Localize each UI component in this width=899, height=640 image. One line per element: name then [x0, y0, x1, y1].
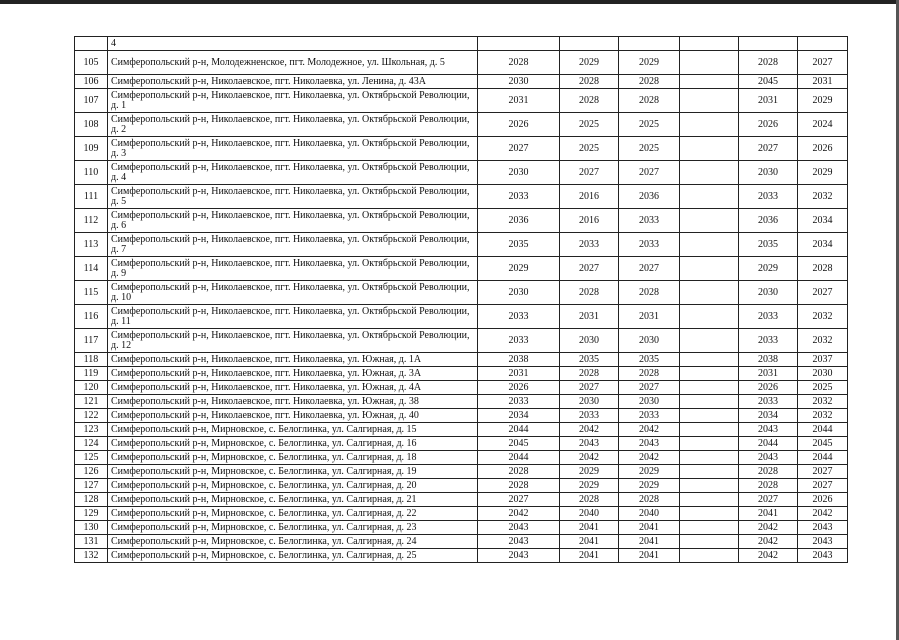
address-cell: Симферопольский р-н, Николаевское, пгт. Николаевка, ул. Октябрьской Революции, д. 10: [108, 281, 478, 305]
year-cell-y5: 2026: [739, 381, 798, 395]
year-cell-y1: 2045: [478, 437, 560, 451]
address-cell: Симферопольский р-н, Мирновское, с. Белоглинка, ул. Салгирная, д. 22: [108, 507, 478, 521]
year-cell-y1: 2031: [478, 89, 560, 113]
year-cell-y3: 2025: [619, 137, 680, 161]
year-cell-y6: 2025: [798, 381, 848, 395]
year-cell-y5: 2028: [739, 51, 798, 75]
year-cell-y2: 2027: [560, 161, 619, 185]
year-cell-y3: 2030: [619, 395, 680, 409]
year-cell-y5: 2035: [739, 233, 798, 257]
year-cell-y2: 2028: [560, 367, 619, 381]
year-cell-y6: 2044: [798, 451, 848, 465]
year-cell-y5: 2027: [739, 493, 798, 507]
address-cell: Симферопольский р-н, Николаевское, пгт. Николаевка, ул. Октябрьской Революции, д. 6: [108, 209, 478, 233]
year-cell-y1: 2043: [478, 549, 560, 563]
year-cell-y2: 2029: [560, 51, 619, 75]
year-cell-y5: [739, 37, 798, 51]
year-cell-y4: [680, 479, 739, 493]
address-cell: Симферопольский р-н, Николаевское, пгт. Николаевка, ул. Октябрьской Революции, д. 9: [108, 257, 478, 281]
address-cell: Симферопольский р-н, Мирновское, с. Белоглинка, ул. Салгирная, д. 18: [108, 451, 478, 465]
table-row: [75, 305, 848, 329]
year-cell-y4: [680, 329, 739, 353]
year-cell-y6: 2043: [798, 535, 848, 549]
year-cell-y4: [680, 451, 739, 465]
address-cell: Симферопольский р-н, Мирновское, с. Белоглинка, ул. Салгирная, д. 23: [108, 521, 478, 535]
year-cell-y5: 2033: [739, 329, 798, 353]
year-cell-y4: [680, 257, 739, 281]
year-cell-y2: 2033: [560, 233, 619, 257]
year-cell-y2: 2030: [560, 395, 619, 409]
table-row: [75, 353, 848, 367]
year-cell-y2: 2027: [560, 257, 619, 281]
table-row: [75, 479, 848, 493]
year-cell-y4: [680, 281, 739, 305]
year-cell-y6: 2032: [798, 329, 848, 353]
address-cell: Симферопольский р-н, Николаевское, пгт. Николаевка, ул. Южная, д. 38: [108, 395, 478, 409]
row-number-cell: 107: [75, 89, 108, 113]
row-number-cell: 105: [75, 51, 108, 75]
year-cell-y4: [680, 465, 739, 479]
year-cell-y3: 2031: [619, 305, 680, 329]
year-cell-y3: 2028: [619, 367, 680, 381]
table-row: [75, 395, 848, 409]
year-cell-y4: [680, 437, 739, 451]
year-cell-y1: 2026: [478, 381, 560, 395]
address-cell: Симферопольский р-н, Мирновское, с. Белоглинка, ул. Салгирная, д. 20: [108, 479, 478, 493]
year-cell-y4: [680, 233, 739, 257]
year-cell-y6: 2029: [798, 161, 848, 185]
year-cell-y1: 2034: [478, 409, 560, 423]
year-cell-y2: 2043: [560, 437, 619, 451]
table-row: [75, 367, 848, 381]
year-cell-y1: 2033: [478, 305, 560, 329]
table-row: [75, 37, 848, 51]
year-cell-y6: 2034: [798, 209, 848, 233]
year-cell-y4: [680, 507, 739, 521]
table-row: [75, 185, 848, 209]
table-row: [75, 281, 848, 305]
year-cell-y1: 2030: [478, 75, 560, 89]
year-cell-y1: 2028: [478, 479, 560, 493]
year-cell-y5: 2043: [739, 451, 798, 465]
year-cell-y6: 2032: [798, 305, 848, 329]
year-cell-y5: 2030: [739, 281, 798, 305]
year-cell-y3: 2030: [619, 329, 680, 353]
year-cell-y3: 2033: [619, 409, 680, 423]
year-cell-y3: 2025: [619, 113, 680, 137]
year-cell-y2: 2027: [560, 381, 619, 395]
table-row: [75, 233, 848, 257]
table-row: [75, 161, 848, 185]
year-cell-y6: 2030: [798, 367, 848, 381]
row-number-cell: 113: [75, 233, 108, 257]
year-cell-y6: 2032: [798, 409, 848, 423]
year-cell-y6: 2027: [798, 479, 848, 493]
year-cell-y3: 2041: [619, 549, 680, 563]
year-cell-y2: 2016: [560, 209, 619, 233]
year-cell-y1: 2033: [478, 185, 560, 209]
row-number-cell: 125: [75, 451, 108, 465]
year-cell-y4: [680, 423, 739, 437]
table-row: [75, 549, 848, 563]
year-cell-y2: [560, 37, 619, 51]
address-cell: Симферопольский р-н, Николаевское, пгт. Николаевка, ул. Южная, д. 1А: [108, 353, 478, 367]
year-cell-y3: 2040: [619, 507, 680, 521]
year-cell-y5: 2030: [739, 161, 798, 185]
year-cell-y5: 2033: [739, 395, 798, 409]
year-cell-y3: 2043: [619, 437, 680, 451]
year-cell-y5: 2043: [739, 423, 798, 437]
year-cell-y3: [619, 37, 680, 51]
year-cell-y1: 2030: [478, 281, 560, 305]
year-cell-y3: 2028: [619, 493, 680, 507]
year-cell-y4: [680, 185, 739, 209]
year-cell-y3: 2042: [619, 451, 680, 465]
year-cell-y2: 2028: [560, 493, 619, 507]
year-cell-y4: [680, 113, 739, 137]
row-number-cell: 121: [75, 395, 108, 409]
year-cell-y3: 2033: [619, 233, 680, 257]
year-cell-y2: 2028: [560, 75, 619, 89]
row-number-cell: 116: [75, 305, 108, 329]
year-cell-y4: [680, 493, 739, 507]
year-cell-y1: 2033: [478, 329, 560, 353]
year-cell-y6: 2026: [798, 137, 848, 161]
address-cell: Симферопольский р-н, Николаевское, пгт. Николаевка, ул. Октябрьской Революции, д. 1: [108, 89, 478, 113]
table-row: [75, 521, 848, 535]
year-cell-y3: 2027: [619, 161, 680, 185]
address-cell: Симферопольский р-н, Николаевское, пгт. Николаевка, ул. Октябрьской Революции, д. 3: [108, 137, 478, 161]
year-cell-y3: 2029: [619, 479, 680, 493]
year-cell-y2: 2025: [560, 137, 619, 161]
table-row: [75, 51, 848, 75]
address-cell: Симферопольский р-н, Мирновское, с. Белоглинка, ул. Салгирная, д. 16: [108, 437, 478, 451]
table-row: [75, 137, 848, 161]
year-cell-y5: 2041: [739, 507, 798, 521]
table-row: [75, 329, 848, 353]
year-cell-y5: 2033: [739, 185, 798, 209]
row-number-cell: 130: [75, 521, 108, 535]
year-cell-y6: 2042: [798, 507, 848, 521]
year-cell-y2: 2028: [560, 281, 619, 305]
table-row: [75, 113, 848, 137]
year-cell-y4: [680, 137, 739, 161]
address-cell: Симферопольский р-н, Николаевское, пгт. Николаевка, ул. Октябрьской Революции, д. 5: [108, 185, 478, 209]
year-cell-y6: [798, 37, 848, 51]
year-cell-y1: 2028: [478, 465, 560, 479]
year-cell-y5: 2044: [739, 437, 798, 451]
year-cell-y6: 2024: [798, 113, 848, 137]
year-cell-y5: 2028: [739, 479, 798, 493]
year-cell-y1: [478, 37, 560, 51]
year-cell-y5: 2045: [739, 75, 798, 89]
year-cell-y5: 2027: [739, 137, 798, 161]
year-cell-y4: [680, 51, 739, 75]
row-number-cell: 124: [75, 437, 108, 451]
year-cell-y3: 2028: [619, 75, 680, 89]
year-cell-y2: 2016: [560, 185, 619, 209]
year-cell-y5: 2042: [739, 521, 798, 535]
year-cell-y5: 2028: [739, 465, 798, 479]
table-row: [75, 437, 848, 451]
year-cell-y2: 2030: [560, 329, 619, 353]
year-cell-y5: 2026: [739, 113, 798, 137]
year-cell-y4: [680, 75, 739, 89]
year-cell-y1: 2042: [478, 507, 560, 521]
address-cell: Симферопольский р-н, Мирновское, с. Белоглинка, ул. Салгирная, д. 15: [108, 423, 478, 437]
year-cell-y1: 2029: [478, 257, 560, 281]
table-row: [75, 89, 848, 113]
year-cell-y5: 2029: [739, 257, 798, 281]
table-row: [75, 381, 848, 395]
year-cell-y1: 2033: [478, 395, 560, 409]
year-cell-y4: [680, 395, 739, 409]
year-cell-y3: 2041: [619, 535, 680, 549]
year-cell-y6: 2026: [798, 493, 848, 507]
row-number-cell: 127: [75, 479, 108, 493]
row-number-cell: 114: [75, 257, 108, 281]
year-cell-y5: 2031: [739, 367, 798, 381]
year-cell-y3: 2033: [619, 209, 680, 233]
year-cell-y2: 2029: [560, 479, 619, 493]
year-cell-y3: 2029: [619, 465, 680, 479]
address-cell: Симферопольский р-н, Николаевское, пгт. Николаевка, ул. Южная, д. 3А: [108, 367, 478, 381]
row-number-cell: 123: [75, 423, 108, 437]
year-cell-y3: 2027: [619, 381, 680, 395]
address-cell: Симферопольский р-н, Николаевское, пгт. Николаевка, ул. Южная, д. 4А: [108, 381, 478, 395]
year-cell-y2: 2040: [560, 507, 619, 521]
row-number-cell: 131: [75, 535, 108, 549]
address-cell: Симферопольский р-н, Николаевское, пгт. Николаевка, ул. Октябрьской Революции, д. 7: [108, 233, 478, 257]
year-cell-y5: 2031: [739, 89, 798, 113]
row-number-cell: 132: [75, 549, 108, 563]
scan-edge-top: [0, 0, 899, 4]
row-number-cell: 119: [75, 367, 108, 381]
year-cell-y5: 2042: [739, 535, 798, 549]
year-cell-y4: [680, 37, 739, 51]
table-row: [75, 209, 848, 233]
address-cell: Симферопольский р-н, Мирновское, с. Белоглинка, ул. Салгирная, д. 24: [108, 535, 478, 549]
year-cell-y1: 2026: [478, 113, 560, 137]
table-row: [75, 507, 848, 521]
row-number-cell: 112: [75, 209, 108, 233]
year-cell-y2: 2029: [560, 465, 619, 479]
year-cell-y4: [680, 409, 739, 423]
year-cell-y4: [680, 89, 739, 113]
row-number-cell: 129: [75, 507, 108, 521]
table-row: [75, 75, 848, 89]
year-cell-y2: 2035: [560, 353, 619, 367]
year-cell-y2: 2028: [560, 89, 619, 113]
address-cell: Симферопольский р-н, Мирновское, с. Белоглинка, ул. Салгирная, д. 19: [108, 465, 478, 479]
year-cell-y6: 2032: [798, 185, 848, 209]
year-cell-y5: 2034: [739, 409, 798, 423]
year-cell-y6: 2027: [798, 465, 848, 479]
year-cell-y4: [680, 161, 739, 185]
year-cell-y5: 2033: [739, 305, 798, 329]
year-cell-y6: 2037: [798, 353, 848, 367]
year-cell-y3: 2028: [619, 281, 680, 305]
year-cell-y4: [680, 353, 739, 367]
year-cell-y6: 2027: [798, 281, 848, 305]
year-cell-y1: 2044: [478, 451, 560, 465]
year-cell-y2: 2033: [560, 409, 619, 423]
year-cell-y1: 2030: [478, 161, 560, 185]
row-number-cell: 126: [75, 465, 108, 479]
year-cell-y4: [680, 381, 739, 395]
year-cell-y2: 2041: [560, 549, 619, 563]
year-cell-y3: 2041: [619, 521, 680, 535]
year-cell-y4: [680, 535, 739, 549]
table-row: [75, 257, 848, 281]
year-cell-y3: 2029: [619, 51, 680, 75]
table-row: [75, 493, 848, 507]
year-cell-y4: [680, 521, 739, 535]
address-cell: Симферопольский р-н, Николаевское, пгт. Николаевка, ул. Октябрьской Революции, д. 12: [108, 329, 478, 353]
year-cell-y2: 2041: [560, 521, 619, 535]
year-cell-y1: 2036: [478, 209, 560, 233]
year-cell-y6: 2043: [798, 549, 848, 563]
address-cell: Симферопольский р-н, Николаевское, пгт. Николаевка, ул. Октябрьской Революции, д. 2: [108, 113, 478, 137]
year-cell-y2: 2041: [560, 535, 619, 549]
year-cell-y2: 2042: [560, 423, 619, 437]
year-cell-y1: 2043: [478, 535, 560, 549]
row-number-cell: 118: [75, 353, 108, 367]
year-cell-y3: 2042: [619, 423, 680, 437]
year-cell-y1: 2027: [478, 493, 560, 507]
year-cell-y2: 2031: [560, 305, 619, 329]
year-cell-y3: 2027: [619, 257, 680, 281]
year-cell-y6: 2045: [798, 437, 848, 451]
address-cell: Симферопольский р-н, Николаевское, пгт. Николаевка, ул. Октябрьской Революции, д. 11: [108, 305, 478, 329]
address-cell: Симферопольский р-н, Николаевское, пгт. Николаевка, ул. Октябрьской Революции, д. 4: [108, 161, 478, 185]
year-cell-y6: 2029: [798, 89, 848, 113]
year-cell-y1: 2043: [478, 521, 560, 535]
row-number-cell: 115: [75, 281, 108, 305]
table-row: [75, 465, 848, 479]
year-cell-y1: 2044: [478, 423, 560, 437]
year-cell-y6: 2028: [798, 257, 848, 281]
address-cell: Симферопольский р-н, Николаевское, пгт. Николаевка, ул. Ленина, д. 43А: [108, 75, 478, 89]
row-number-cell: 111: [75, 185, 108, 209]
year-cell-y4: [680, 209, 739, 233]
year-cell-y2: 2025: [560, 113, 619, 137]
year-cell-y6: 2031: [798, 75, 848, 89]
year-cell-y5: 2042: [739, 549, 798, 563]
year-cell-y6: 2032: [798, 395, 848, 409]
year-cell-y3: 2035: [619, 353, 680, 367]
table-row: [75, 451, 848, 465]
year-cell-y2: 2042: [560, 451, 619, 465]
year-cell-y1: 2028: [478, 51, 560, 75]
year-cell-y1: 2031: [478, 367, 560, 381]
table-body: [75, 37, 848, 563]
year-cell-y1: 2038: [478, 353, 560, 367]
row-number-cell: 109: [75, 137, 108, 161]
row-number-cell: [75, 37, 108, 51]
address-cell: 4: [108, 37, 478, 51]
year-cell-y4: [680, 367, 739, 381]
row-number-cell: 117: [75, 329, 108, 353]
year-cell-y6: 2034: [798, 233, 848, 257]
year-cell-y5: 2038: [739, 353, 798, 367]
address-cell: Симферопольский р-н, Молодежненское, пгт. Молодежное, ул. Школьная, д. 5: [108, 51, 478, 75]
year-cell-y3: 2036: [619, 185, 680, 209]
row-number-cell: 106: [75, 75, 108, 89]
row-number-cell: 110: [75, 161, 108, 185]
table-row: [75, 423, 848, 437]
year-cell-y1: 2027: [478, 137, 560, 161]
row-number-cell: 128: [75, 493, 108, 507]
housing-schedule-table: [74, 36, 848, 563]
year-cell-y4: [680, 549, 739, 563]
table-row: [75, 535, 848, 549]
year-cell-y5: 2036: [739, 209, 798, 233]
year-cell-y6: 2027: [798, 51, 848, 75]
year-cell-y1: 2035: [478, 233, 560, 257]
address-cell: Симферопольский р-н, Мирновское, с. Белоглинка, ул. Салгирная, д. 25: [108, 549, 478, 563]
row-number-cell: 108: [75, 113, 108, 137]
row-number-cell: 122: [75, 409, 108, 423]
row-number-cell: 120: [75, 381, 108, 395]
year-cell-y6: 2043: [798, 521, 848, 535]
address-cell: Симферопольский р-н, Мирновское, с. Белоглинка, ул. Салгирная, д. 21: [108, 493, 478, 507]
address-cell: Симферопольский р-н, Николаевское, пгт. Николаевка, ул. Южная, д. 40: [108, 409, 478, 423]
year-cell-y6: 2044: [798, 423, 848, 437]
table-row: [75, 409, 848, 423]
year-cell-y3: 2028: [619, 89, 680, 113]
year-cell-y4: [680, 305, 739, 329]
